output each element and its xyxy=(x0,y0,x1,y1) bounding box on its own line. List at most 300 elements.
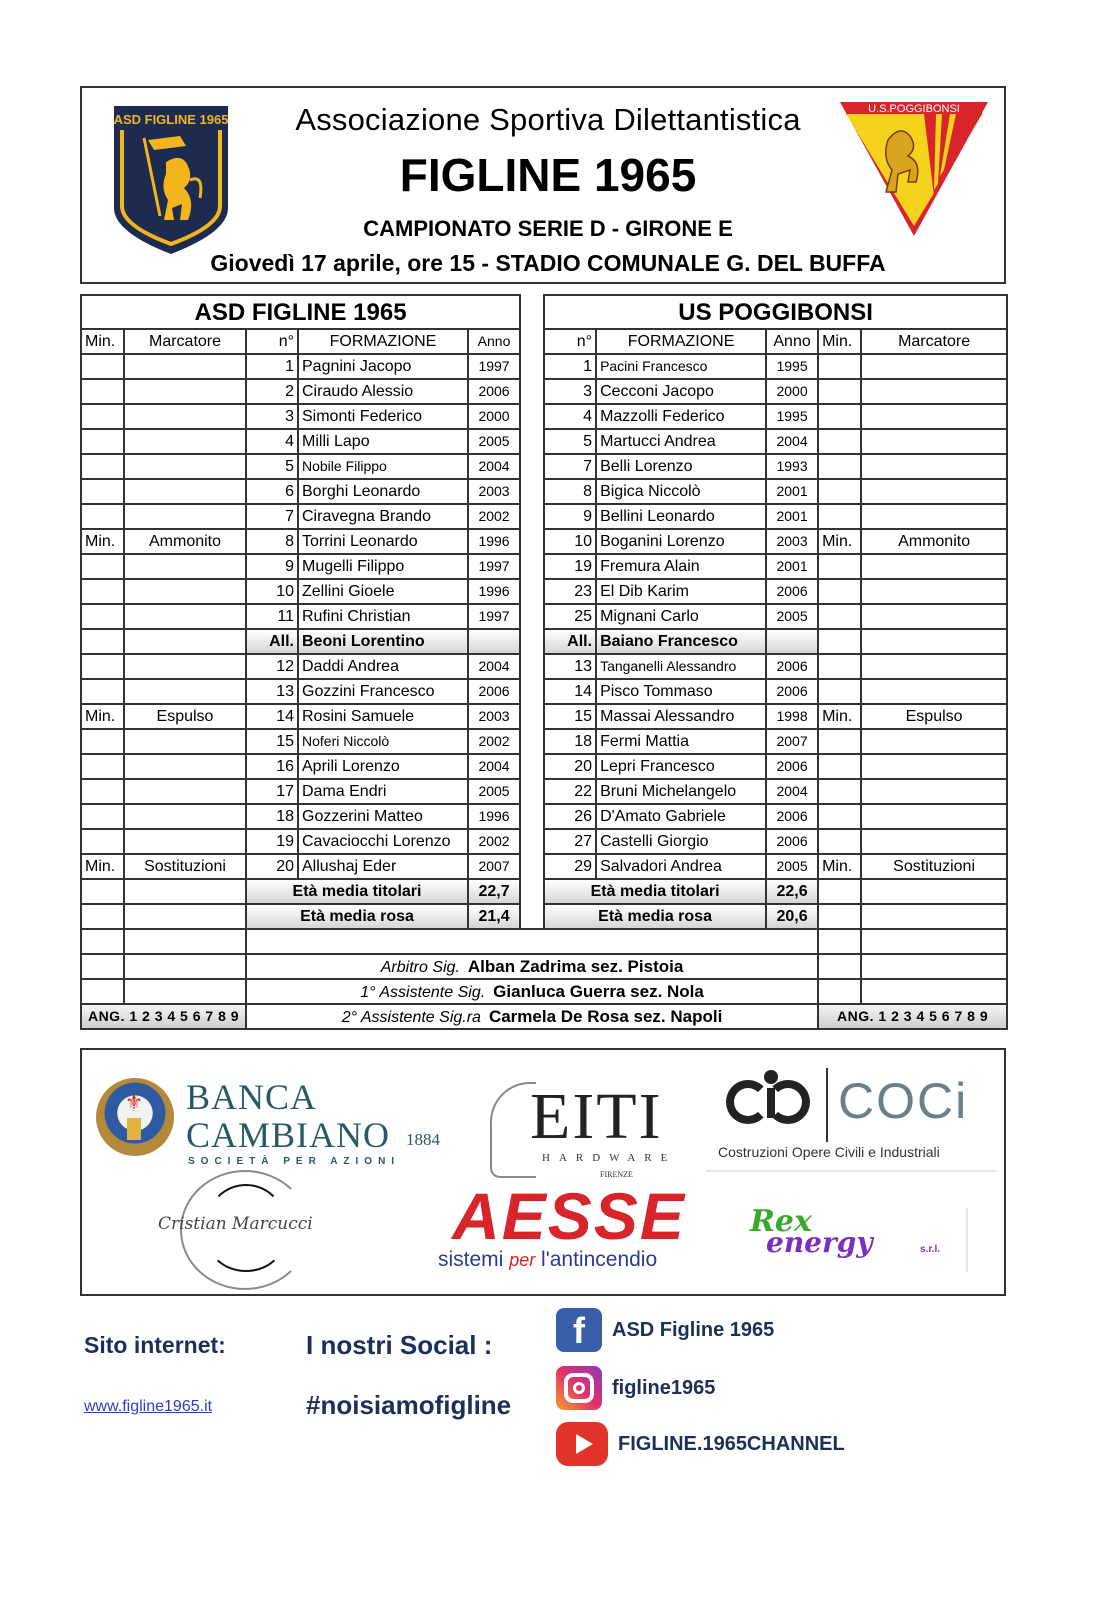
column-gap xyxy=(520,479,544,504)
home-player-name: Ciravegna Brando xyxy=(298,504,468,529)
away-player-name: Salvadori Andrea xyxy=(596,854,766,879)
column-gap xyxy=(520,804,544,829)
away-min-cell xyxy=(818,554,861,579)
home-min-cell xyxy=(81,404,124,429)
column-gap xyxy=(520,829,544,854)
away-player-year: 2003 xyxy=(766,529,818,554)
home-min-cell xyxy=(81,504,124,529)
away-player-year: 2004 xyxy=(766,779,818,804)
home-player-name: Pagnini Jacopo xyxy=(298,354,468,379)
home-player-name: Torrini Leonardo xyxy=(298,529,468,554)
home-player-year: 2002 xyxy=(468,504,520,529)
home-min-cell xyxy=(81,554,124,579)
home-min-cell xyxy=(81,754,124,779)
away-min-cell xyxy=(818,879,861,904)
away-player-number: 13 xyxy=(544,654,596,679)
official-row xyxy=(81,979,1007,1004)
away-player-number: 3 xyxy=(544,379,596,404)
away-ammonito-label: Ammonito xyxy=(861,529,1007,554)
home-min-cell xyxy=(81,479,124,504)
away-player-name: Tanganelli Alessandro xyxy=(596,654,766,679)
column-gap xyxy=(520,754,544,779)
away-player-name: Mazzolli Federico xyxy=(596,404,766,429)
home-player-year: 2005 xyxy=(468,779,520,804)
away-player-year: 2006 xyxy=(766,829,818,854)
away-event-cell xyxy=(861,579,1007,604)
home-player-number: 8 xyxy=(246,529,298,554)
home-event-cell xyxy=(124,554,246,579)
away-player-number: 29 xyxy=(544,854,596,879)
away-min-cell xyxy=(818,604,861,629)
home-player-number: 18 xyxy=(246,804,298,829)
away-player-name: Martucci Andrea xyxy=(596,429,766,454)
table-row xyxy=(81,479,1007,504)
table-row xyxy=(81,729,1007,754)
avg-starters-row xyxy=(81,879,1007,904)
away-min-cell xyxy=(818,829,861,854)
table-row xyxy=(81,679,1007,704)
column-gap xyxy=(520,704,544,729)
home-event-cell xyxy=(124,979,246,1004)
away-event-cell xyxy=(861,729,1007,754)
home-event-cell xyxy=(124,904,246,929)
home-espulso-label: Espulso xyxy=(124,704,246,729)
away-player-year: 2001 xyxy=(766,554,818,579)
away-min-cell xyxy=(818,479,861,504)
official-role: 2° Assistente Sig.ra xyxy=(341,1008,481,1026)
away-player-name: Lepri Francesco xyxy=(596,754,766,779)
home-player-name: Borghi Leonardo xyxy=(298,479,468,504)
away-event-cell xyxy=(861,779,1007,804)
home-player-name: Noferi Niccolò xyxy=(298,729,468,754)
away-player-year: 2006 xyxy=(766,754,818,779)
home-event-cell xyxy=(124,679,246,704)
away-player-year: 2001 xyxy=(766,504,818,529)
home-min-cell xyxy=(81,879,124,904)
table-row xyxy=(81,754,1007,779)
official-row xyxy=(81,954,1007,979)
home-min-cell xyxy=(81,604,124,629)
table-row xyxy=(81,504,1007,529)
away-min-cell xyxy=(818,954,861,979)
column-gap xyxy=(520,429,544,454)
home-col-anno: Anno xyxy=(468,329,520,354)
away-event-cell xyxy=(861,829,1007,854)
away-min-cell xyxy=(818,354,861,379)
away-event-cell xyxy=(861,904,1007,929)
home-coach-year xyxy=(468,629,520,654)
away-player-number: 1 xyxy=(544,354,596,379)
away-player-year: 1993 xyxy=(766,454,818,479)
home-player-year: 2005 xyxy=(468,429,520,454)
away-col-anno: Anno xyxy=(766,329,818,354)
blank-row xyxy=(81,929,1007,954)
home-event-cell xyxy=(124,379,246,404)
away-player-number: 25 xyxy=(544,604,596,629)
away-min-cell xyxy=(818,379,861,404)
column-header-row xyxy=(81,329,1007,354)
away-player-year: 2001 xyxy=(766,479,818,504)
home-col-formazione: FORMAZIONE xyxy=(298,329,468,354)
home-col-num: n° xyxy=(246,329,298,354)
away-min-cell xyxy=(818,429,861,454)
away-col-formazione: FORMAZIONE xyxy=(596,329,766,354)
home-event-cell xyxy=(124,654,246,679)
home-event-cell xyxy=(124,929,246,954)
home-min-cell xyxy=(81,379,124,404)
official-cell xyxy=(246,1004,818,1029)
away-player-number: 15 xyxy=(544,704,596,729)
table-row xyxy=(81,779,1007,804)
social-youtube[interactable]: FIGLINE.1965CHANNEL xyxy=(556,1420,845,1468)
table-row xyxy=(81,554,1007,579)
table-row xyxy=(81,829,1007,854)
column-gap xyxy=(520,879,544,904)
away-player-year: 1998 xyxy=(766,704,818,729)
home-player-name: Rosini Samuele xyxy=(298,704,468,729)
social-facebook[interactable]: f ASD Figline 1965 xyxy=(556,1306,774,1354)
away-min-cell xyxy=(818,979,861,1004)
column-gap xyxy=(520,854,544,879)
home-event-cell xyxy=(124,629,246,654)
home-avg-squad-label: Età media rosa xyxy=(246,904,468,929)
official-role: 1° Assistente Sig. xyxy=(360,983,486,1001)
social-instagram[interactable]: figline1965 xyxy=(556,1364,715,1412)
column-gap xyxy=(520,579,544,604)
home-player-number: 20 xyxy=(246,854,298,879)
poggibonsi-crest-icon xyxy=(838,100,990,238)
home-col-min: Min. xyxy=(81,329,124,354)
home-player-name: Gozzini Francesco xyxy=(298,679,468,704)
svg-text:ASD FIGLINE 1965: ASD FIGLINE 1965 xyxy=(113,112,229,127)
away-event-cell xyxy=(861,429,1007,454)
away-player-number: 7 xyxy=(544,454,596,479)
home-player-number: 13 xyxy=(246,679,298,704)
officials-blank xyxy=(246,929,818,954)
home-player-name: Rufini Christian xyxy=(298,604,468,629)
column-gap xyxy=(520,295,544,329)
home-min-label: Min. xyxy=(81,704,124,729)
home-player-name: Ciraudo Alessio xyxy=(298,379,468,404)
column-gap xyxy=(520,604,544,629)
home-player-name: Nobile Filippo xyxy=(298,454,468,479)
home-player-number: 4 xyxy=(246,429,298,454)
away-min-cell xyxy=(818,579,861,604)
away-col-min: Min. xyxy=(818,329,861,354)
home-player-year: 2003 xyxy=(468,479,520,504)
official-cell xyxy=(246,954,818,979)
home-player-year: 2004 xyxy=(468,754,520,779)
away-col-num: n° xyxy=(544,329,596,354)
home-event-cell xyxy=(124,504,246,529)
home-team-name: ASD FIGLINE 1965 xyxy=(81,295,520,329)
home-sostituzioni-label: Sostituzioni xyxy=(124,854,246,879)
away-event-cell xyxy=(861,754,1007,779)
away-avg-starters-label: Età media titolari xyxy=(544,879,766,904)
official-name: Gianluca Guerra sez. Nola xyxy=(493,981,704,1001)
home-player-year: 2000 xyxy=(468,404,520,429)
away-player-number: 9 xyxy=(544,504,596,529)
away-avg-squad-value: 20,6 xyxy=(766,904,818,929)
home-player-number: 16 xyxy=(246,754,298,779)
away-min-cell xyxy=(818,654,861,679)
official-role: Arbitro Sig. xyxy=(380,958,460,976)
away-coach-year xyxy=(766,629,818,654)
column-gap xyxy=(520,354,544,379)
home-player-number: 11 xyxy=(246,604,298,629)
home-event-cell xyxy=(124,604,246,629)
away-player-year: 2005 xyxy=(766,854,818,879)
coach-row xyxy=(81,629,1007,654)
away-min-cell xyxy=(818,929,861,954)
sponsor-rex-energy: Rex energy s.r.l. xyxy=(744,1208,968,1272)
home-ammonito-label: Ammonito xyxy=(124,529,246,554)
away-player-year: 1995 xyxy=(766,404,818,429)
home-player-number: 1 xyxy=(246,354,298,379)
table-row xyxy=(81,804,1007,829)
column-gap xyxy=(520,904,544,929)
home-min-cell xyxy=(81,679,124,704)
away-player-year: 2005 xyxy=(766,604,818,629)
home-player-year: 2002 xyxy=(468,729,520,754)
sponsors-box xyxy=(80,1048,1006,1296)
away-player-name: D'Amato Gabriele xyxy=(596,804,766,829)
away-event-cell xyxy=(861,629,1007,654)
column-gap xyxy=(520,504,544,529)
home-min-cell xyxy=(81,629,124,654)
away-event-cell xyxy=(861,404,1007,429)
home-player-number: 2 xyxy=(246,379,298,404)
column-gap xyxy=(520,554,544,579)
table-row xyxy=(81,454,1007,479)
away-player-year: 2004 xyxy=(766,429,818,454)
home-player-year: 2006 xyxy=(468,379,520,404)
home-player-name: Simonti Federico xyxy=(298,404,468,429)
away-player-year: 2006 xyxy=(766,804,818,829)
away-player-name: Mignani Carlo xyxy=(596,604,766,629)
home-event-cell xyxy=(124,954,246,979)
home-player-year: 1997 xyxy=(468,354,520,379)
home-event-cell xyxy=(124,404,246,429)
column-gap xyxy=(520,654,544,679)
away-player-name: Bigica Niccolò xyxy=(596,479,766,504)
away-event-cell xyxy=(861,379,1007,404)
away-player-name: Massai Alessandro xyxy=(596,704,766,729)
association-name: Associazione Sportiva Dilettantistica xyxy=(295,102,801,137)
away-min-cell xyxy=(818,729,861,754)
sponsor-banca-cambiano: ⚜ BANCA CAMBIANO 1884 SOCIETÀ PER AZIONI xyxy=(96,1074,436,1164)
home-player-name: Cavaciocchi Lorenzo xyxy=(298,829,468,854)
home-player-name: Dama Endri xyxy=(298,779,468,804)
header-box xyxy=(80,86,1006,284)
away-player-number: 22 xyxy=(544,779,596,804)
away-event-cell xyxy=(861,479,1007,504)
home-player-year: 1997 xyxy=(468,554,520,579)
facebook-icon: f xyxy=(556,1308,602,1352)
sponsor-cristian-marcucci: Cristian Marcucci xyxy=(158,1170,338,1290)
away-min-cell xyxy=(818,504,861,529)
site-link[interactable]: www.figline1965.it xyxy=(84,1398,213,1415)
home-player-year: 2004 xyxy=(468,654,520,679)
page-title: FIGLINE 1965 xyxy=(399,149,697,201)
competition-label: CAMPIONATO SERIE D - GIRONE E xyxy=(363,216,733,241)
away-coach-name: Baiano Francesco xyxy=(596,629,766,654)
home-player-year: 2002 xyxy=(468,829,520,854)
away-player-name: Bruni Michelangelo xyxy=(596,779,766,804)
home-event-cell xyxy=(124,429,246,454)
away-espulso-label: Espulso xyxy=(861,704,1007,729)
sponsor-aesse: AESSE sistemi per l'antincendio xyxy=(438,1179,686,1271)
home-player-number: 10 xyxy=(246,579,298,604)
home-player-number: 3 xyxy=(246,404,298,429)
youtube-icon xyxy=(556,1422,608,1466)
away-event-cell xyxy=(861,979,1007,1004)
table-row xyxy=(81,354,1007,379)
home-player-year: 2007 xyxy=(468,854,520,879)
away-player-year: 2006 xyxy=(766,579,818,604)
away-min-cell xyxy=(818,754,861,779)
home-min-cell xyxy=(81,354,124,379)
away-player-name: Pacini Francesco xyxy=(596,354,766,379)
home-player-number: 9 xyxy=(246,554,298,579)
home-player-number: 19 xyxy=(246,829,298,854)
table-row xyxy=(81,379,1007,404)
home-min-cell xyxy=(81,729,124,754)
table-row xyxy=(81,429,1007,454)
away-event-cell xyxy=(861,554,1007,579)
away-min-cell xyxy=(818,629,861,654)
home-min-cell xyxy=(81,779,124,804)
away-player-number: 27 xyxy=(544,829,596,854)
column-gap xyxy=(520,454,544,479)
home-event-cell xyxy=(124,779,246,804)
home-min-label: Min. xyxy=(81,854,124,879)
home-event-cell xyxy=(124,829,246,854)
home-min-cell xyxy=(81,579,124,604)
away-event-cell xyxy=(861,454,1007,479)
hashtag: #noisiamofigline xyxy=(306,1390,512,1420)
away-player-name: Belli Lorenzo xyxy=(596,454,766,479)
home-avg-starters-value: 22,7 xyxy=(468,879,520,904)
away-min-label: Min. xyxy=(818,854,861,879)
away-event-cell xyxy=(861,679,1007,704)
home-min-cell xyxy=(81,454,124,479)
home-coach-name: Beoni Lorentino xyxy=(298,629,468,654)
away-player-number: 20 xyxy=(544,754,596,779)
avg-squad-row xyxy=(81,904,1007,929)
home-min-cell xyxy=(81,804,124,829)
away-min-cell xyxy=(818,679,861,704)
column-gap xyxy=(520,779,544,804)
home-player-name: Daddi Andrea xyxy=(298,654,468,679)
home-event-cell xyxy=(124,479,246,504)
home-event-cell xyxy=(124,354,246,379)
away-player-year: 2006 xyxy=(766,654,818,679)
column-gap xyxy=(520,729,544,754)
home-event-cell xyxy=(124,454,246,479)
official-cell xyxy=(246,979,818,1004)
coci-logo-icon xyxy=(726,1080,818,1124)
away-player-name: Castelli Giorgio xyxy=(596,829,766,854)
home-event-cell xyxy=(124,754,246,779)
away-player-number: 10 xyxy=(544,529,596,554)
away-player-name: El Dib Karim xyxy=(596,579,766,604)
away-player-number: 8 xyxy=(544,479,596,504)
date-venue: Giovedì 17 aprile, ore 15 - STADIO COMUNALE G. DEL BUFFA xyxy=(210,250,886,276)
official-name: Carmela De Rosa sez. Napoli xyxy=(488,1006,723,1026)
home-min-cell xyxy=(81,929,124,954)
home-event-cell xyxy=(124,579,246,604)
away-player-name: Fermi Mattia xyxy=(596,729,766,754)
away-player-name: Cecconi Jacopo xyxy=(596,379,766,404)
away-avg-squad-label: Età media rosa xyxy=(544,904,766,929)
home-player-name: Gozzerini Matteo xyxy=(298,804,468,829)
official-name: Alban Zadrima sez. Pistoia xyxy=(467,956,684,976)
home-min-cell xyxy=(81,654,124,679)
away-event-cell xyxy=(861,954,1007,979)
home-player-year: 1996 xyxy=(468,529,520,554)
away-player-number: 26 xyxy=(544,804,596,829)
official-row xyxy=(81,1004,1007,1029)
home-player-number: 6 xyxy=(246,479,298,504)
column-gap xyxy=(520,679,544,704)
home-player-name: Aprili Lorenzo xyxy=(298,754,468,779)
away-player-name: Bellini Leonardo xyxy=(596,504,766,529)
table-row xyxy=(81,854,1007,879)
banca-cambiano-seal-icon: ⚜ xyxy=(96,1078,174,1156)
away-event-cell xyxy=(861,929,1007,954)
away-min-cell xyxy=(818,454,861,479)
away-player-year: 2007 xyxy=(766,729,818,754)
away-player-name: Fremura Alain xyxy=(596,554,766,579)
home-player-year: 2006 xyxy=(468,679,520,704)
away-player-number: 18 xyxy=(544,729,596,754)
home-event-cell xyxy=(124,729,246,754)
home-player-year: 2003 xyxy=(468,704,520,729)
away-event-cell xyxy=(861,879,1007,904)
home-min-cell xyxy=(81,829,124,854)
table-row xyxy=(81,404,1007,429)
home-event-cell xyxy=(124,804,246,829)
home-min-cell xyxy=(81,904,124,929)
away-event-cell xyxy=(861,654,1007,679)
away-player-year: 2006 xyxy=(766,679,818,704)
home-player-year: 1997 xyxy=(468,604,520,629)
home-event-cell xyxy=(124,879,246,904)
away-sostituzioni-label: Sostituzioni xyxy=(861,854,1007,879)
away-player-number: 14 xyxy=(544,679,596,704)
instagram-icon xyxy=(556,1366,602,1410)
away-min-cell xyxy=(818,904,861,929)
site-label: Sito internet: xyxy=(84,1332,226,1358)
column-gap xyxy=(520,379,544,404)
home-player-year: 1996 xyxy=(468,804,520,829)
svg-text:U.S.POGGIBONSI: U.S.POGGIBONSI xyxy=(868,103,960,115)
away-player-number: 4 xyxy=(544,404,596,429)
table-row xyxy=(81,654,1007,679)
table-row xyxy=(81,704,1007,729)
column-gap xyxy=(520,404,544,429)
sponsor-coci: COCi Costruzioni Opere Civili e Industriali xyxy=(706,1062,996,1172)
table-row xyxy=(81,604,1007,629)
home-player-year: 2004 xyxy=(468,454,520,479)
away-col-marcatore: Marcatore xyxy=(861,329,1007,354)
home-player-number: 14 xyxy=(246,704,298,729)
table-row xyxy=(81,529,1007,554)
home-min-cell xyxy=(81,954,124,979)
away-coach-label: All. xyxy=(544,629,596,654)
away-player-year: 2000 xyxy=(766,379,818,404)
